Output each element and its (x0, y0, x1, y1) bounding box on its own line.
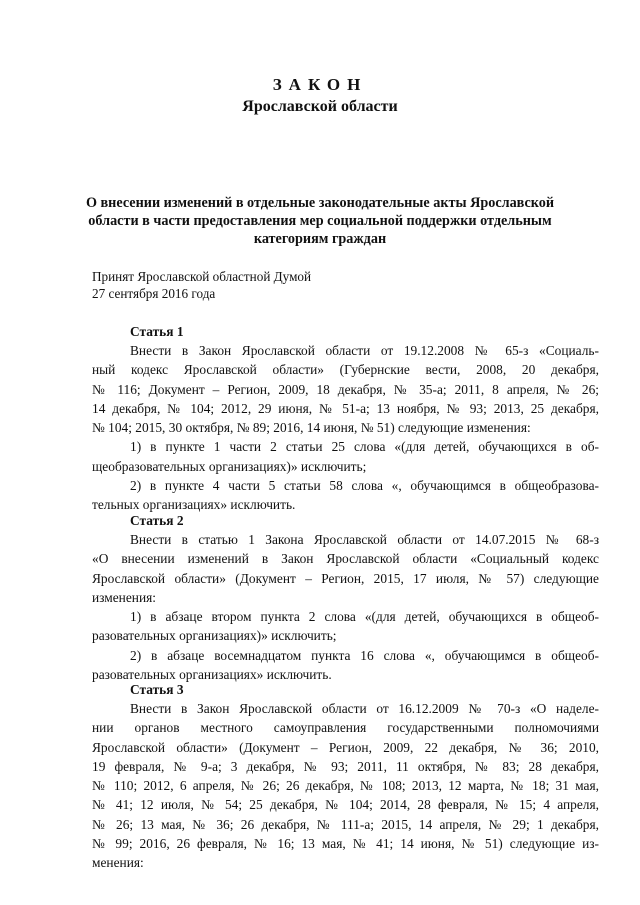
article-text-line: Внести в Закон Ярославской области от 16.12.2009 № 70-з «О наделе- (130, 701, 599, 716)
article-text-line: щеобразовательных организациях)» исключить; (92, 458, 367, 474)
article-text-line: № 99; 2016, 26 февраля, № 16; 13 мая, № 41; 14 июня, № 51) следующие из- (92, 836, 599, 852)
article-text-line: № 110; 2012, 6 апреля, № 26; 26 декабря, № 108; 2013, 12 марта, № 18; 31 мая, (92, 778, 599, 794)
law-heading (0, 194, 640, 248)
adoption-body: Принят Ярославской областной Думой (92, 269, 312, 284)
article-title: Статья 1 (130, 324, 184, 339)
article-text-line: 19 февраля, № 9-а; 3 декабря, № 93; 2011, 11 октября, № 83; 28 декабря, (92, 758, 599, 774)
law-type-label: ЗАКОН (272, 75, 368, 94)
article-text-line: изменения: (92, 589, 157, 605)
article-text-line: нии органов местного самоуправления государственными полномочиями (92, 720, 599, 736)
article-text-line: разовательных организациях» исключить. (92, 667, 332, 683)
article-1 (92, 322, 599, 515)
law-region-label: Ярославской области (242, 98, 398, 115)
article-text-line: Внести в Закон Ярославской области от 19.12.2008 № 65-з «Социаль- (130, 343, 599, 358)
article-2 (92, 511, 599, 684)
article-text-line: тельных организациях» исключить. (92, 497, 296, 513)
article-text-line: № 41; 12 июля, № 54; 25 декабря, № 104; 2014, 28 февраля, № 15; 4 апреля, (92, 797, 599, 813)
adoption-info (92, 268, 492, 302)
heading-line: области в части предоставления мер социальной поддержки отдельным (88, 213, 552, 229)
article-3 (92, 680, 599, 873)
article-text-line: 2) в пункте 4 части 5 статьи 58 слова «, обучающимся в общеобразова- (130, 478, 599, 494)
article-text-line: Ярославской области» (Документ – Регион, 2009, 22 декабря, № 36; 2010, (92, 739, 599, 755)
article-text-line: разовательных организациях)» исключить; (92, 628, 337, 644)
heading-line: О внесении изменений в отдельные законодательные акты Ярославской (85, 195, 555, 211)
article-text-line: «О внесении изменений в Закон Ярославской области «Социальный кодекс (92, 551, 599, 567)
article-text-line: 1) в пункте 1 части 2 статьи 25 слова «(для детей, обучающихся в об- (130, 439, 599, 455)
article-text-line: № 26; 13 мая, № 36; 26 декабря, № 111-а; 2015, 14 апреля, № 29; 1 декабря, (92, 816, 599, 832)
article-text-line: ный кодекс Ярославской области» (Губернские вести, 2008, 20 декабря, (92, 362, 599, 378)
article-title: Статья 3 (130, 682, 184, 697)
article-text-line: Внести в статью 1 Закона Ярославской области от 14.07.2015 № 68-з (130, 532, 599, 547)
article-text-line: № 116; Документ – Регион, 2009, 18 декабря, № 35-а; 2011, 8 апреля, № 26; (92, 381, 599, 397)
article-text-line: 1) в абзаце втором пункта 2 слова «(для детей, обучающихся в общеоб- (130, 609, 599, 625)
article-text-line: Ярославской области» (Документ – Регион, 2015, 17 июля, № 57) следующие (92, 570, 599, 586)
article-text-line: менения: (92, 855, 144, 871)
article-text-line: 14 декабря, № 104; 2012, 29 июня, № 51-а; 13 ноября, № 93; 2013, 25 декабря, (92, 400, 599, 416)
article-text-line: 2) в абзаце восемнадцатом пункта 16 слова «, обучающимся в общеоб- (130, 647, 599, 663)
adoption-date: 27 сентября 2016 года (92, 286, 216, 301)
article-text-line: № 104; 2015, 30 октября, № 89; 2016, 14 июня, № 51) следующие изменения: (92, 420, 531, 436)
heading-line: категориям граждан (253, 231, 387, 247)
article-title: Статья 2 (130, 513, 184, 528)
